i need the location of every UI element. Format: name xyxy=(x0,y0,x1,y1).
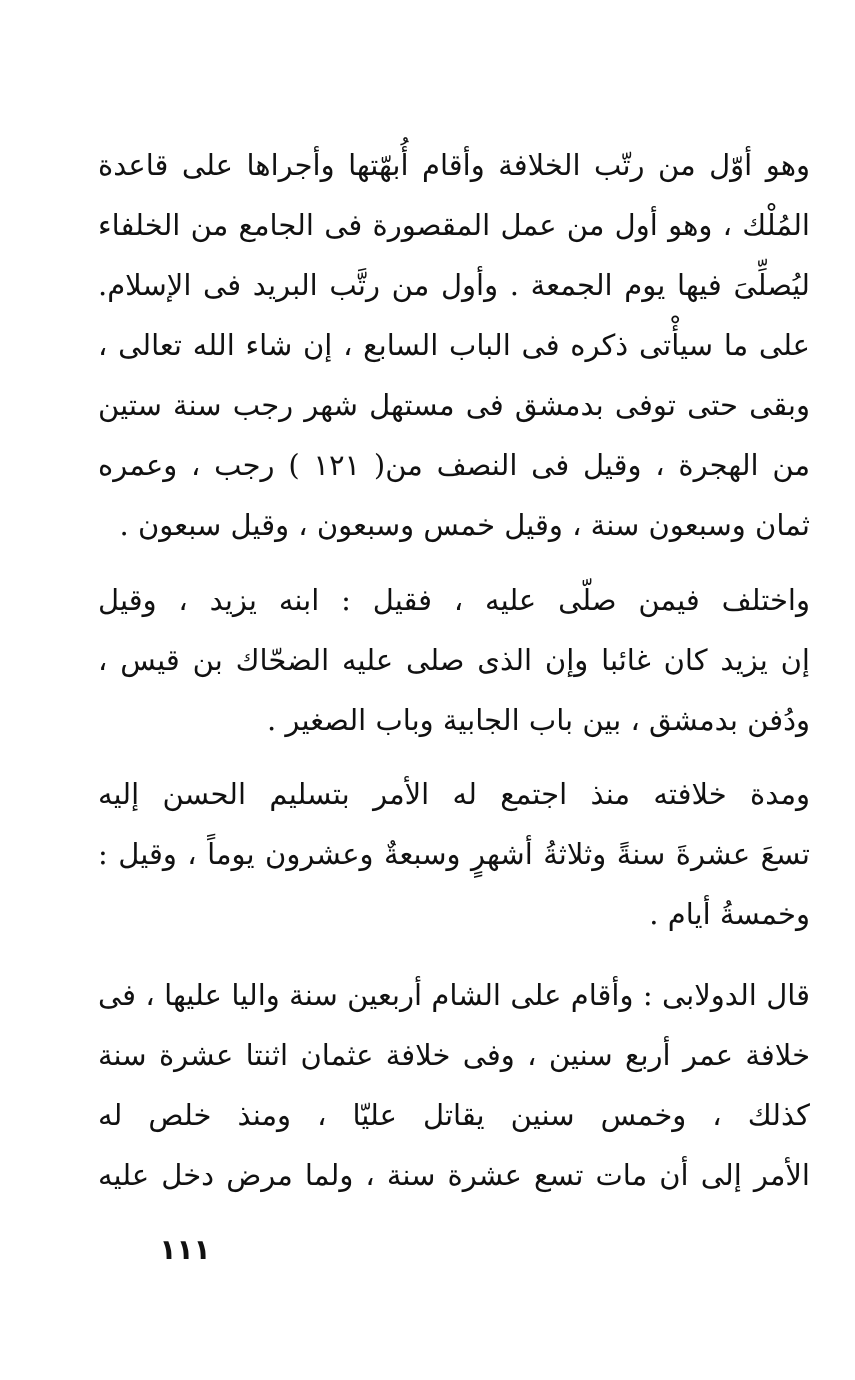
text-line: على ما سيأْتى ذكره فى الباب السابع ، إن شاء الله تعالى ، xyxy=(98,328,810,362)
paragraph-2 xyxy=(98,570,810,750)
text-line: ليُصلِّىَ فيها يوم الجمعة . وأول من رتَّب البريد فى الإسلام. xyxy=(98,268,810,302)
text-line: تسعَ عشرةَ سنةً وثلاثةُ أشهرٍ وسبعةٌ وعشرون يوماً ، وقيل : xyxy=(98,837,810,871)
text-line: ومدة خلافته منذ اجتمع له الأمر بتسليم الحسن إليه xyxy=(98,777,810,811)
text-line: قال الدولابى : وأقام على الشام أربعين سنة واليا عليها ، فى xyxy=(98,978,810,1012)
paragraph-3 xyxy=(98,764,810,944)
text-line: الأمر إلى أن مات تسع عشرة سنة ، ولما مرض دخل عليه xyxy=(98,1158,810,1192)
text-line: وبقى حتى توفى بدمشق فى مستهل شهر رجب سنة ستين xyxy=(98,388,810,422)
text-line: إن يزيد كان غائبا وإن الذى صلى عليه الضحّاك بن قيس ، xyxy=(98,643,810,677)
text-line: خلافة عمر أربع سنين ، وفى خلافة عثمان اثنتا عشرة سنة xyxy=(98,1038,810,1072)
text-line: المُلْك ، وهو أول من عمل المقصورة فى الجامع من الخلفاء xyxy=(98,208,810,242)
text-line: وهو أوّل من رتّب الخلافة وأقام أُبهّتها وأجراها على قاعدة xyxy=(98,148,810,182)
page-number: ١١١ xyxy=(159,1233,211,1266)
text-line: واختلف فيمن صلّى عليه ، فقيل : ابنه يزيد ، وقيل xyxy=(98,583,810,617)
text-line: ثمان وسبعون سنة ، وقيل خمس وسبعون ، وقيل سبعون . xyxy=(119,508,810,542)
text-line: وخمسةُ أيام . xyxy=(649,897,810,931)
text-line: كذلك ، وخمس سنين يقاتل عليّا ، ومنذ خلص له xyxy=(98,1098,810,1132)
paragraph-4 xyxy=(98,965,810,1205)
text-line: ودُفن بدمشق ، بين باب الجابية وباب الصغير . xyxy=(267,703,810,737)
paragraph-1 xyxy=(98,135,810,555)
text-line: من الهجرة ، وقيل فى النصف من( ١٢١ ) رجب ، وعمره xyxy=(98,448,810,482)
